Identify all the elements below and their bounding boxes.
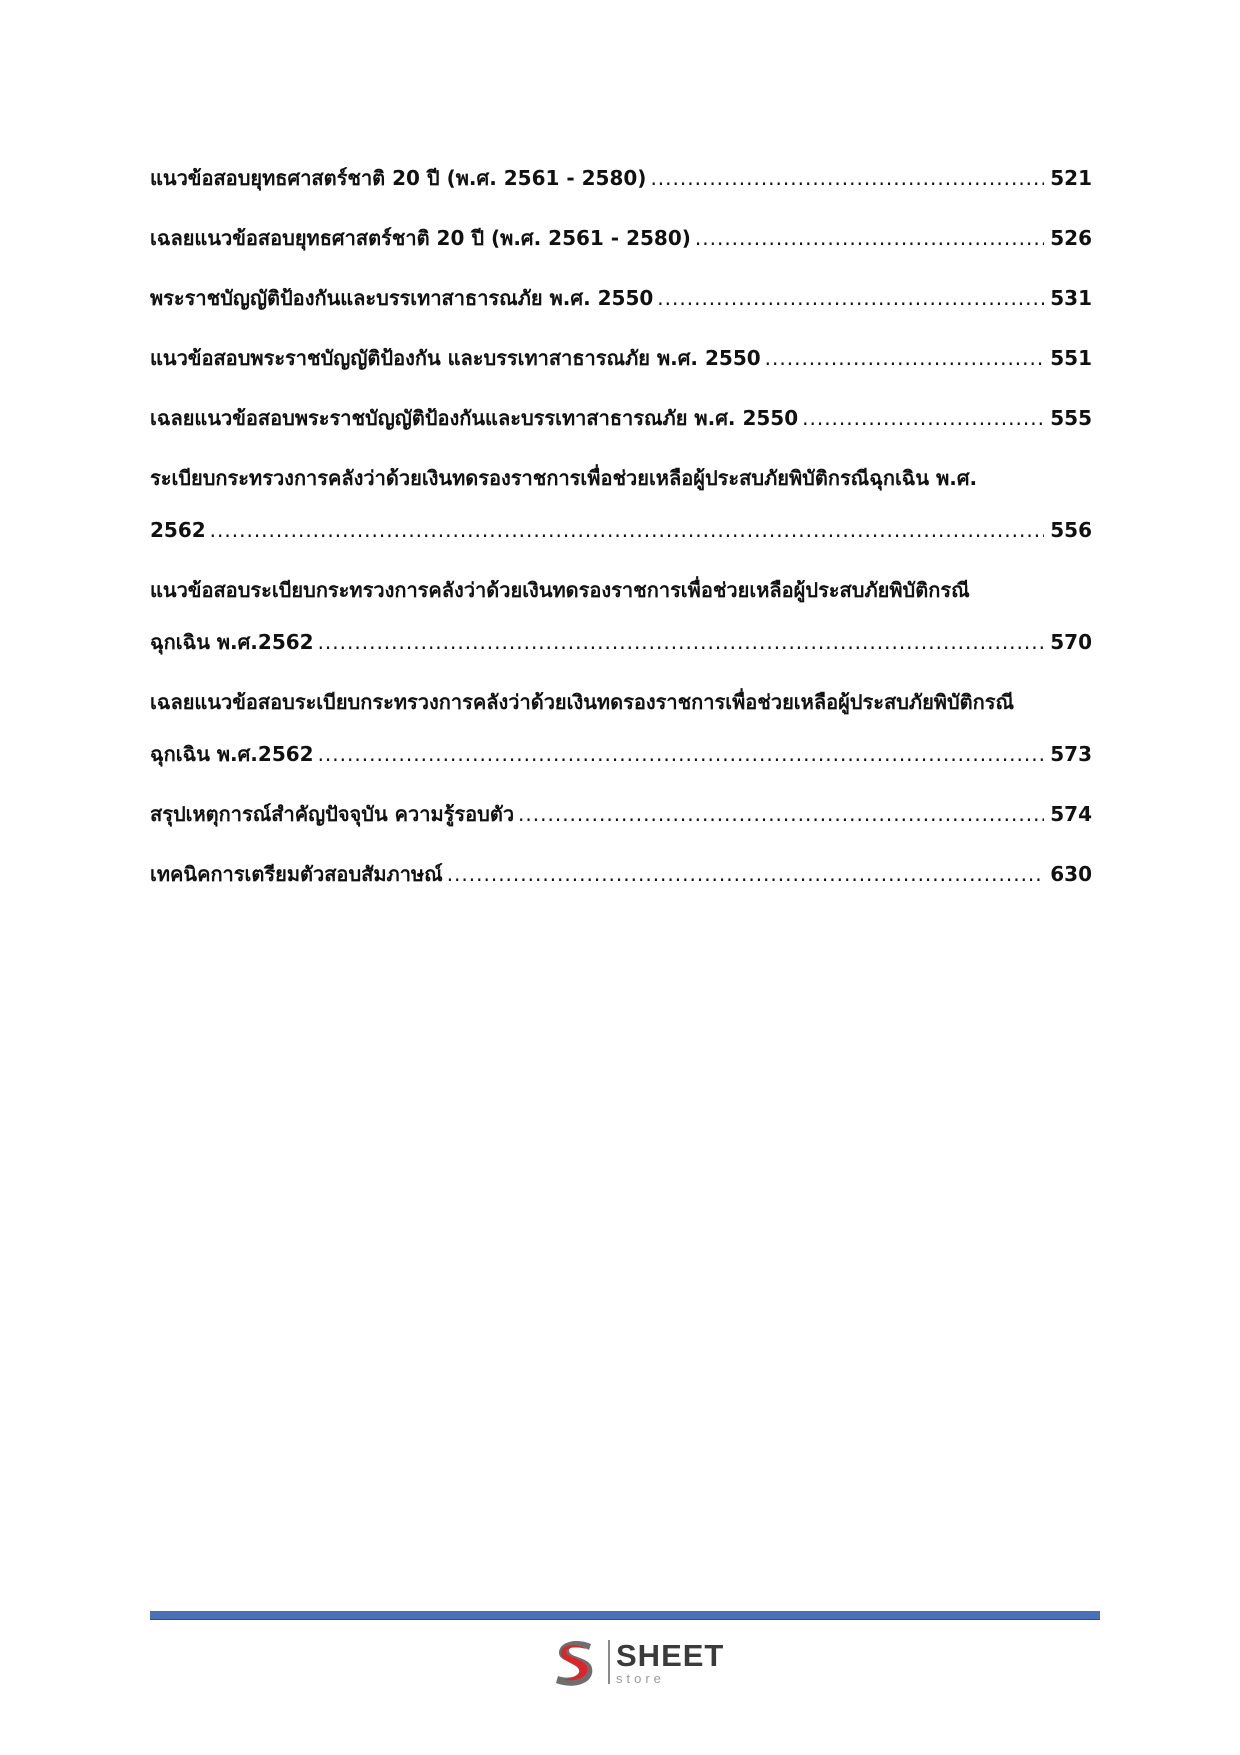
toc-entry[interactable] — [150, 392, 1092, 444]
toc-entry-title-line2: ฉุกเฉิน พ.ศ.2562 — [150, 742, 314, 766]
sheet-store-logo-icon — [548, 1635, 602, 1689]
toc-entry-page: 574 — [1050, 802, 1092, 826]
toc-entry-page: 521 — [1050, 166, 1092, 190]
toc-entry[interactable] — [150, 272, 1092, 324]
toc-entry-title: เทคนิคการเตรียมตัวสอบสัมภาษณ์ — [150, 862, 443, 886]
toc-entry-page: 556 — [1050, 518, 1092, 542]
toc-leader-dots — [447, 848, 1045, 900]
toc-entry[interactable] — [150, 452, 1092, 556]
toc-entry-title: เฉลยแนวข้อสอบพระราชบัญญัติป้องกันและบรรเทาสาธารณภัย พ.ศ. 2550 — [150, 406, 799, 430]
logo-divider — [608, 1640, 610, 1684]
toc-leader-dots — [650, 152, 1044, 204]
toc-entry-last-row — [150, 616, 1092, 668]
logo-text — [616, 1637, 725, 1686]
toc-entry-title-line1: แนวข้อสอบระเบียบกระทรวงการคลังว่าด้วยเงินทดรองราชการเพื่อช่วยเหลือผู้ประสบภัยพิบัติกรณี — [150, 578, 970, 602]
toc-entry-page: 570 — [1050, 630, 1092, 654]
toc-entry-page: 551 — [1050, 346, 1092, 370]
toc-entry[interactable] — [150, 676, 1092, 780]
toc-entry[interactable] — [150, 212, 1092, 264]
toc-leader-dots — [657, 272, 1044, 324]
toc-leader-dots — [518, 788, 1044, 840]
toc-entry-title: แนวข้อสอบยุทธศาสตร์ชาติ 20 ปี (พ.ศ. 2561 - 2580) — [150, 166, 647, 190]
toc-entry-title-line2: ฉุกเฉิน พ.ศ.2562 — [150, 630, 314, 654]
logo-word: SHEET — [616, 1637, 725, 1673]
toc-entry-last-row — [150, 504, 1092, 556]
toc-entry-page: 630 — [1050, 862, 1092, 886]
logo-subword: store — [616, 1670, 665, 1686]
toc-entry[interactable] — [150, 788, 1092, 840]
toc-entry-title: เฉลยแนวข้อสอบยุทธศาสตร์ชาติ 20 ปี (พ.ศ. 2561 - 2580) — [150, 226, 691, 250]
toc-leader-dots — [318, 616, 1045, 668]
toc-leader-dots — [318, 728, 1045, 780]
toc-entry-page: 531 — [1050, 286, 1092, 310]
toc-entry-page: 573 — [1050, 742, 1092, 766]
toc-entry-title: พระราชบัญญัติป้องกันและบรรเทาสาธารณภัย พ.ศ. 2550 — [150, 286, 654, 310]
toc-entry-last-row — [150, 728, 1092, 780]
toc-entry[interactable] — [150, 564, 1092, 668]
toc-entry-page: 555 — [1050, 406, 1092, 430]
toc-entry-page: 526 — [1050, 226, 1092, 250]
toc-leader-dots — [210, 504, 1045, 556]
toc-leader-dots — [765, 332, 1045, 384]
footer-divider-bar — [150, 1611, 1100, 1620]
toc-leader-dots — [695, 212, 1044, 264]
toc-entry-title-line1: เฉลยแนวข้อสอบระเบียบกระทรวงการคลังว่าด้วยเงินทดรองราชการเพื่อช่วยเหลือผู้ประสบภัยพิบัติกรณี — [150, 690, 1015, 714]
table-of-contents — [150, 152, 1092, 908]
sheet-store-logo — [548, 1634, 724, 1690]
toc-entry[interactable] — [150, 848, 1092, 900]
toc-entry-title: แนวข้อสอบพระราชบัญญัติป้องกัน และบรรเทาสาธารณภัย พ.ศ. 2550 — [150, 346, 761, 370]
toc-entry[interactable] — [150, 152, 1092, 204]
toc-leader-dots — [802, 392, 1044, 444]
toc-entry[interactable] — [150, 332, 1092, 384]
toc-entry-title: สรุปเหตุการณ์สำคัญปัจจุบัน ความรู้รอบตัว — [150, 802, 515, 826]
toc-entry-title-line1: ระเบียบกระทรวงการคลังว่าด้วยเงินทดรองราชการเพื่อช่วยเหลือผู้ประสบภัยพิบัติกรณีฉุกเฉิน พ.ศ. — [150, 466, 978, 490]
toc-entry-title-line2: 2562 — [150, 518, 206, 542]
